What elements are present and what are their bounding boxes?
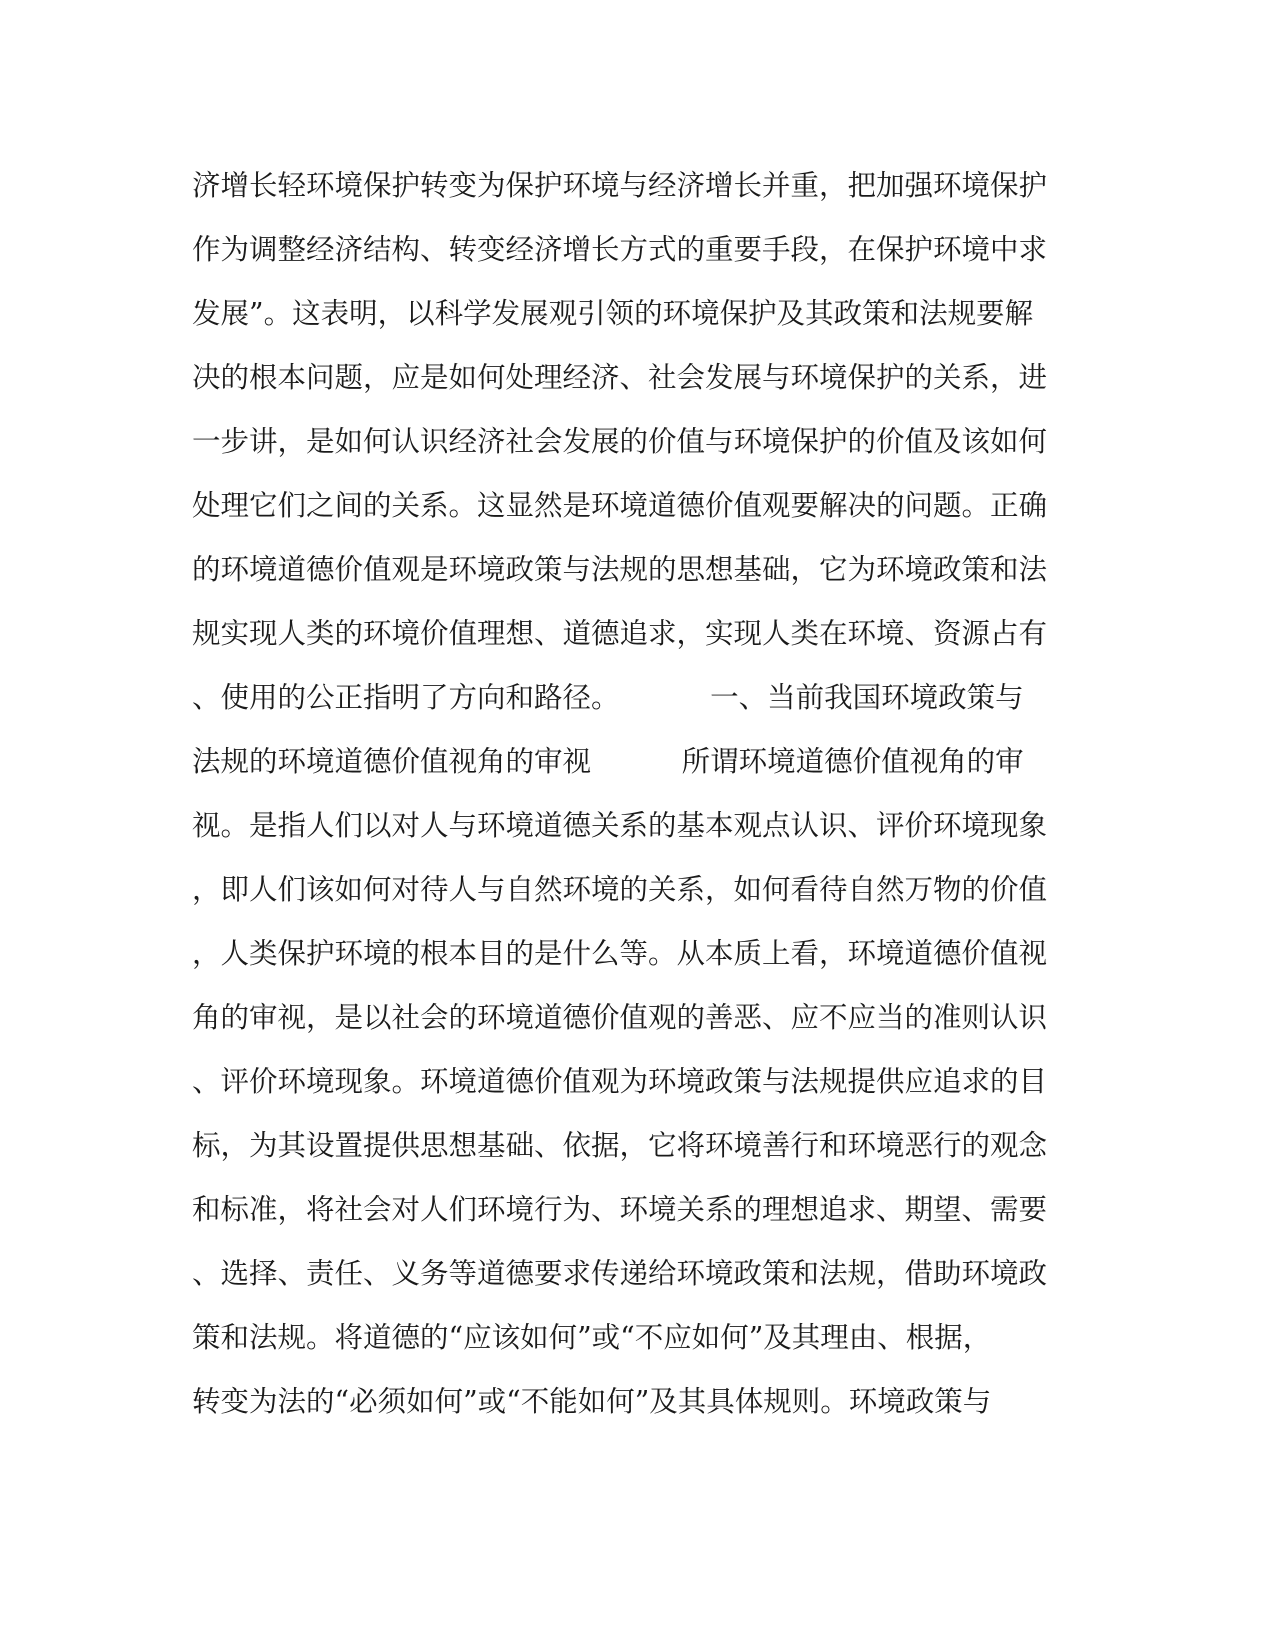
text-line: 、评价环境现象。环境道德价值观为环境政策与法规提供应追求的目 <box>192 1065 1048 1098</box>
text-line: 和标准，将社会对人们环境行为、环境关系的理想追求、期望、需要 <box>192 1193 1048 1226</box>
text-line: 规实现人类的环境价值理想、道德追求，实现人类在环境、资源占有 <box>192 617 1048 650</box>
text-line: 的环境道德价值观是环境政策与法规的思想基础，它为环境政策和法 <box>192 553 1048 586</box>
text-line: 法规的环境道德价值视角的审视 所谓环境道德价值视角的审 <box>192 745 1024 778</box>
text-line: 角的审视，是以社会的环境道德价值观的善恶、应不应当的准则认识 <box>192 1001 1048 1034</box>
text-line: 处理它们之间的关系。这显然是环境道德价值观要解决的问题。正确 <box>192 489 1048 522</box>
text-line: 一步讲，是如何认识经济社会发展的价值与环境保护的价值及该如何 <box>192 425 1048 458</box>
text-line: ，即人们该如何对待人与自然环境的关系，如何看待自然万物的价值 <box>192 873 1048 906</box>
text-line: ，人类保护环境的根本目的是什么等。从本质上看，环境道德价值视 <box>192 937 1048 970</box>
text-line: 、使用的公正指明了方向和路径。 一、当前我国环境政策与 <box>192 681 1024 714</box>
body-text <box>192 154 1072 1434</box>
text-line: 策和法规。将道德的“应该如何”或“不应如何”及其理由、根据， <box>192 1321 992 1354</box>
text-line: 标，为其设置提供思想基础、依据，它将环境善行和环境恶行的观念 <box>192 1129 1048 1162</box>
text-line: 发展”。这表明，以科学发展观引领的环境保护及其政策和法规要解 <box>192 297 1034 330</box>
text-line: 作为调整经济结构、转变经济增长方式的重要手段，在保护环境中求 <box>192 233 1048 266</box>
text-line: 视。是指人们以对人与环境道德关系的基本观点认识、评价环境现象 <box>192 809 1048 842</box>
text-line: 决的根本问题，应是如何处理经济、社会发展与环境保护的关系，进 <box>192 361 1048 394</box>
text-line: 济增长轻环境保护转变为保护环境与经济增长并重，把加强环境保护 <box>192 169 1048 202</box>
text-line: 转变为法的“必须如何”或“不能如何”及其具体规则。环境政策与 <box>192 1385 992 1418</box>
text-line: 、选择、责任、义务等道德要求传递给环境政策和法规，借助环境政 <box>192 1257 1048 1290</box>
